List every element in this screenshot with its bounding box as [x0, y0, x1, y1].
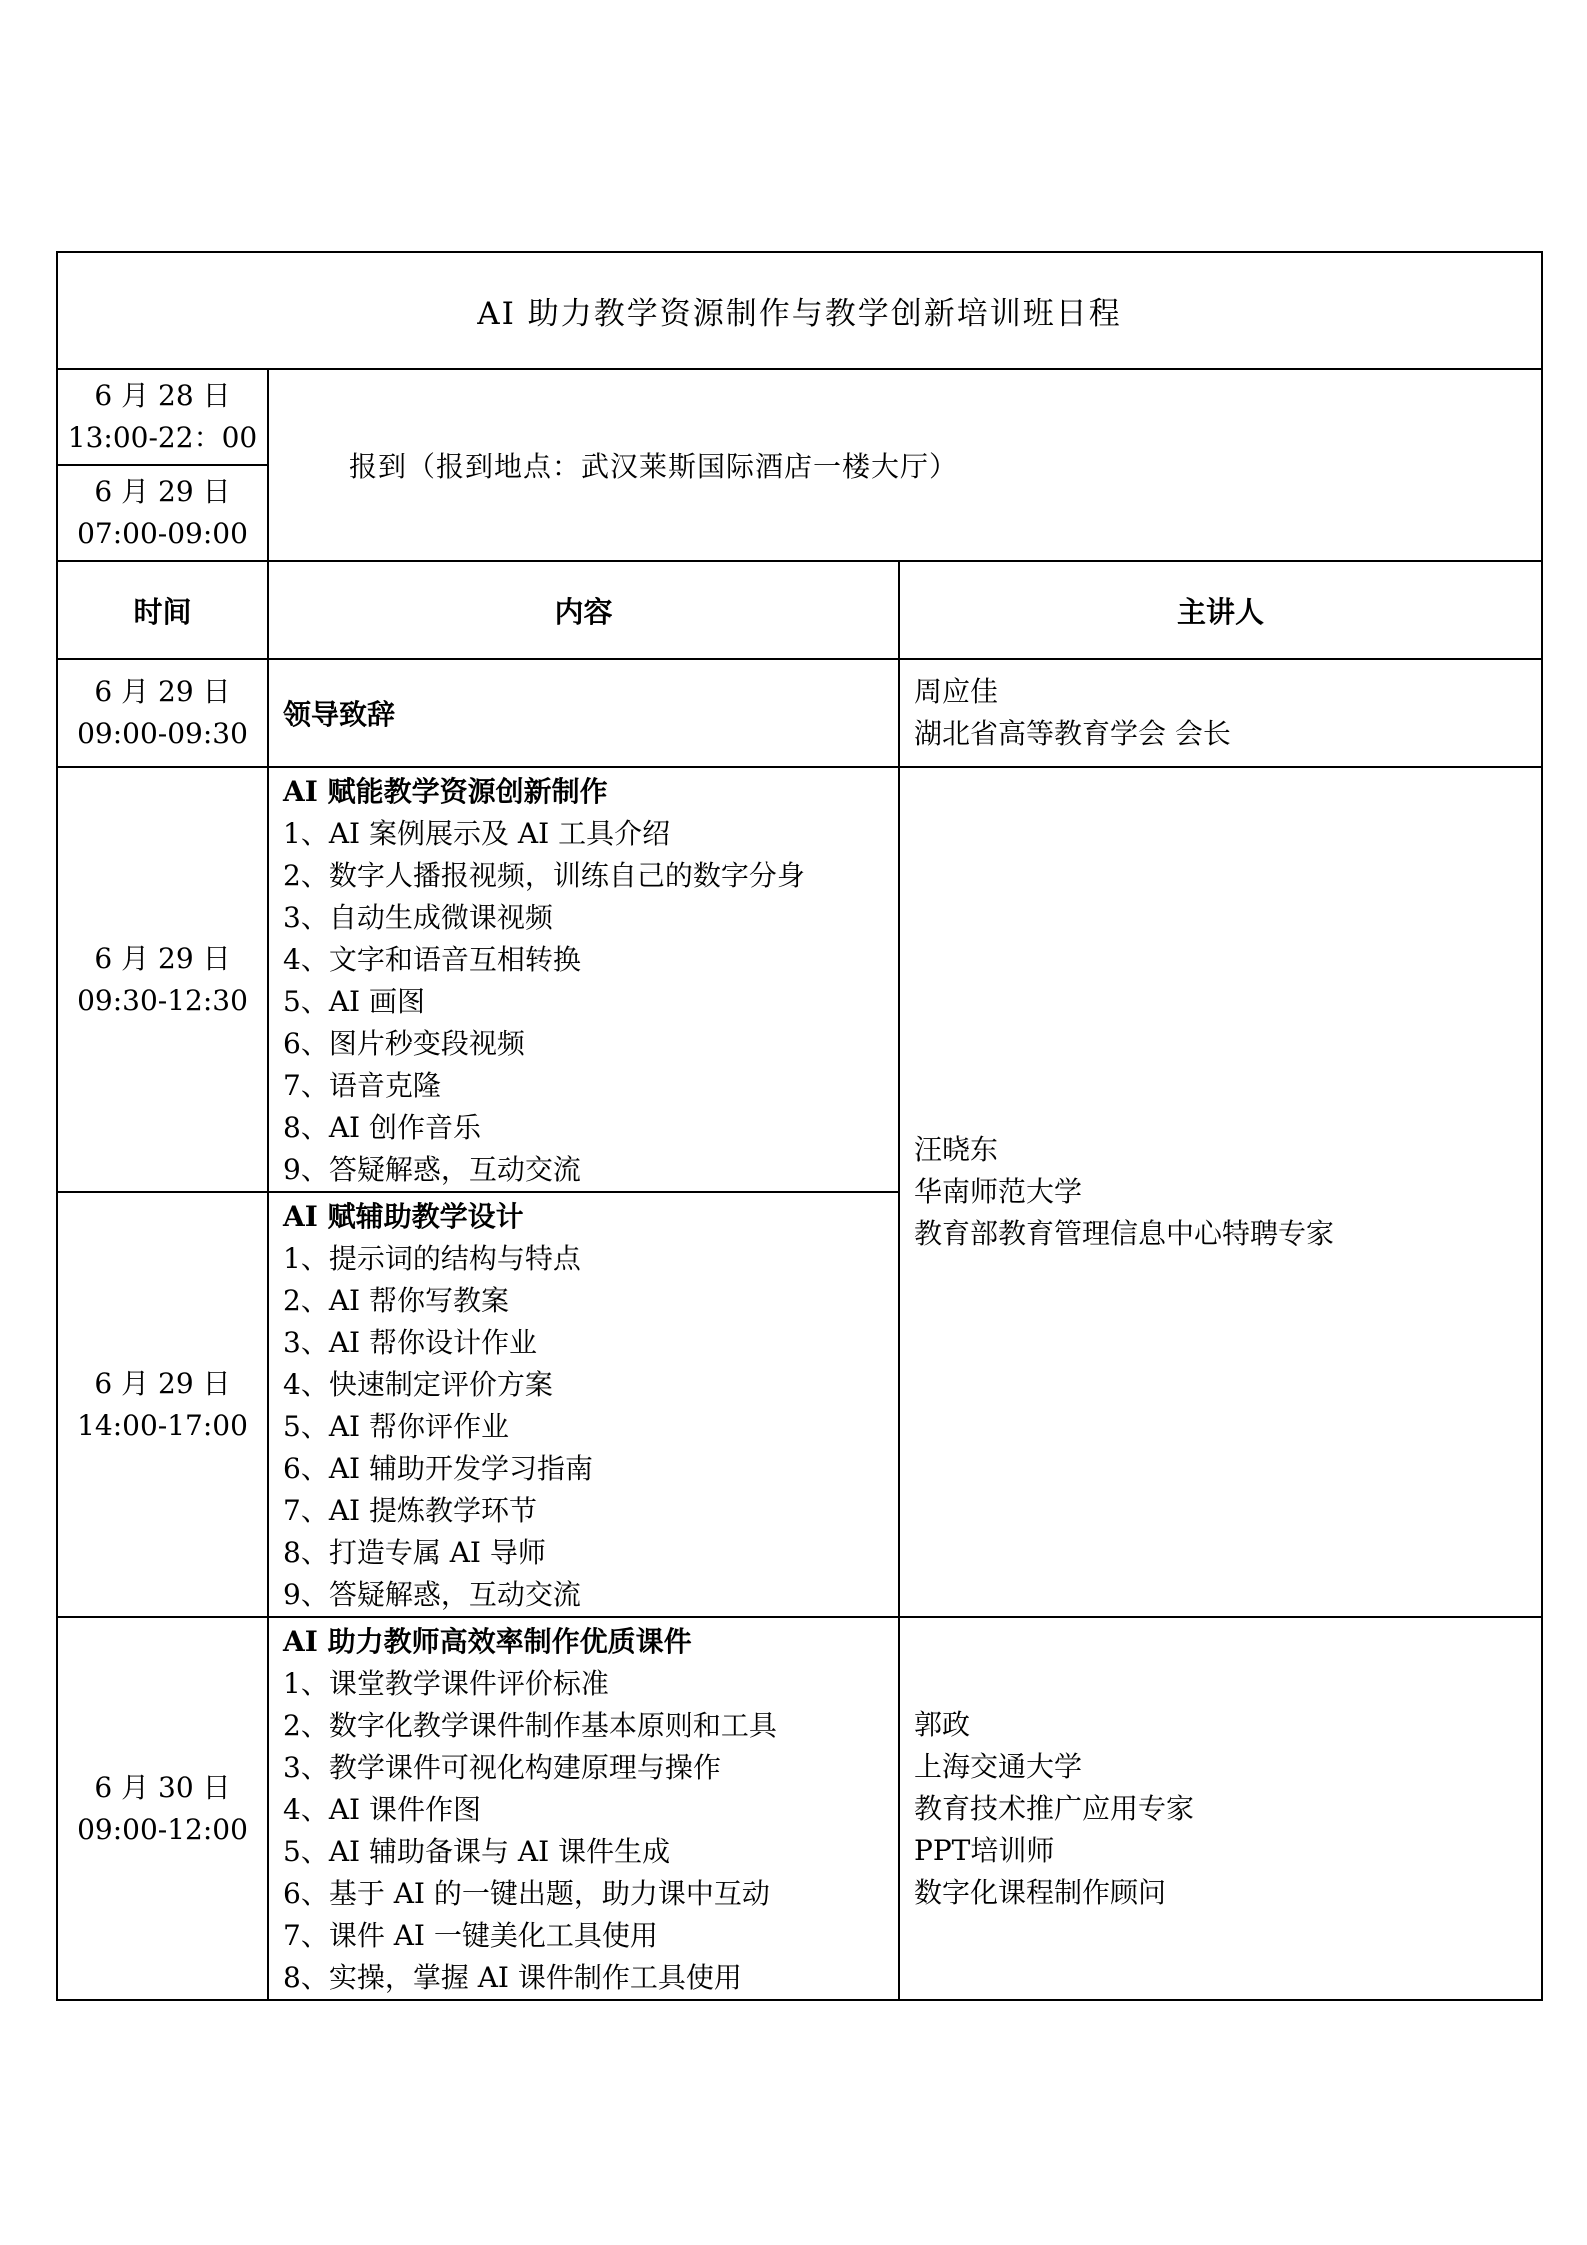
list-item: 8、AI 创作音乐 [283, 1111, 481, 1144]
session-time-1 [57, 659, 268, 767]
session-hours: 09:00-12:00 [77, 1812, 248, 1846]
session-content-4 [268, 1617, 899, 2000]
list-item: 1、提示词的结构与特点 [283, 1242, 581, 1275]
list-item: 5、AI 画图 [283, 985, 425, 1018]
header-speaker: 主讲人 [899, 561, 1542, 659]
session-hours: 09:30-12:30 [77, 983, 248, 1017]
speaker-cell-2 [899, 767, 1542, 1617]
header-content: 内容 [268, 561, 899, 659]
list-item: 9、答疑解惑，互动交流 [283, 1153, 581, 1186]
list-item: 4、文字和语音互相转换 [283, 943, 581, 976]
list-item: 6、AI 辅助开发学习指南 [283, 1452, 593, 1485]
list-item: 2、AI 帮你写教案 [283, 1284, 509, 1317]
list-item: 6、基于 AI 的一键出题，助力课中互动 [283, 1877, 770, 1910]
registration-hours-1: 13:00-22：00 [67, 421, 258, 454]
speaker-role: 教育技术推广应用专家 [914, 1791, 1195, 1825]
session-date: 6 月 29 日 [94, 675, 231, 708]
list-item: 4、AI 课件作图 [283, 1793, 481, 1826]
session-title: 领导致辞 [283, 697, 396, 731]
list-item: 2、数字人播报视频，训练自己的数字分身 [283, 859, 805, 892]
list-item: 5、AI 辅助备课与 AI 课件生成 [283, 1835, 671, 1868]
session-title: AI 助力教师高效率制作优质课件 [283, 1625, 692, 1658]
list-item: 7、课件 AI 一键美化工具使用 [283, 1919, 658, 1952]
session-content-1 [268, 659, 899, 767]
registration-date-2: 6 月 29 日 [94, 475, 231, 508]
list-item: 3、AI 帮你设计作业 [283, 1326, 537, 1359]
list-item: 1、AI 案例展示及 AI 工具介绍 [283, 817, 671, 850]
session-time-2 [57, 767, 268, 1192]
registration-date-1: 6 月 28 日 [94, 379, 231, 412]
session-content-2 [268, 767, 899, 1192]
list-item: 3、自动生成微课视频 [283, 901, 553, 934]
registration-time-1 [57, 369, 268, 465]
session-title: AI 赋能教学资源创新制作 [283, 775, 608, 808]
session-date: 6 月 29 日 [94, 941, 231, 975]
speaker-role: 教育部教育管理信息中心特聘专家 [914, 1217, 1335, 1250]
registration-hours-2: 07:00-09:00 [77, 517, 248, 550]
speaker-role: PPT培训师 [914, 1833, 1055, 1867]
header-time: 时间 [57, 561, 268, 659]
document-title: AI 助力教学资源制作与教学创新培训班日程 [57, 252, 1542, 369]
speaker-cell-1 [899, 659, 1542, 767]
list-item: 4、快速制定评价方案 [283, 1368, 553, 1401]
session-date: 6 月 30 日 [94, 1770, 231, 1804]
list-item: 5、AI 帮你评作业 [283, 1410, 509, 1443]
list-item: 1、课堂教学课件评价标准 [283, 1667, 609, 1700]
session-hours: 14:00-17:00 [77, 1408, 248, 1442]
speaker-name: 汪晓东 [914, 1133, 999, 1166]
speaker-affiliation: 湖北省高等教育学会 会长 [914, 717, 1231, 750]
list-item: 6、图片秒变段视频 [283, 1027, 525, 1060]
session-row-2 [57, 767, 1542, 1192]
title-row [57, 252, 1542, 369]
speaker-affiliation: 华南师范大学 [914, 1175, 1083, 1208]
registration-row-1 [57, 369, 1542, 465]
session-hours: 09:00-09:30 [77, 717, 248, 750]
session-title: AI 赋辅助教学设计 [283, 1200, 524, 1233]
registration-text: 报到（报到地点：武汉莱斯国际酒店一楼大厅） [268, 369, 1542, 561]
schedule-table [56, 251, 1543, 2001]
speaker-role: 数字化课程制作顾问 [914, 1875, 1167, 1909]
list-item: 2、数字化教学课件制作基本原则和工具 [283, 1709, 777, 1742]
speaker-cell-3 [899, 1617, 1542, 2000]
speaker-name: 周应佳 [914, 675, 999, 708]
session-date: 6 月 29 日 [94, 1366, 231, 1400]
speaker-name: 郭政 [914, 1707, 971, 1741]
list-item: 8、实操，掌握 AI 课件制作工具使用 [283, 1961, 742, 1994]
list-item: 8、打造专属 AI 导师 [283, 1536, 546, 1569]
header-row [57, 561, 1542, 659]
session-time-4 [57, 1617, 268, 2000]
session-row-1 [57, 659, 1542, 767]
list-item: 7、语音克隆 [283, 1069, 441, 1102]
session-time-3 [57, 1192, 268, 1617]
list-item: 7、AI 提炼教学环节 [283, 1494, 537, 1527]
registration-time-2 [57, 465, 268, 561]
speaker-affiliation: 上海交通大学 [914, 1749, 1083, 1783]
list-item: 9、答疑解惑，互动交流 [283, 1578, 581, 1611]
list-item: 3、教学课件可视化构建原理与操作 [283, 1751, 721, 1784]
session-row-4 [57, 1617, 1542, 2000]
session-content-3 [268, 1192, 899, 1617]
